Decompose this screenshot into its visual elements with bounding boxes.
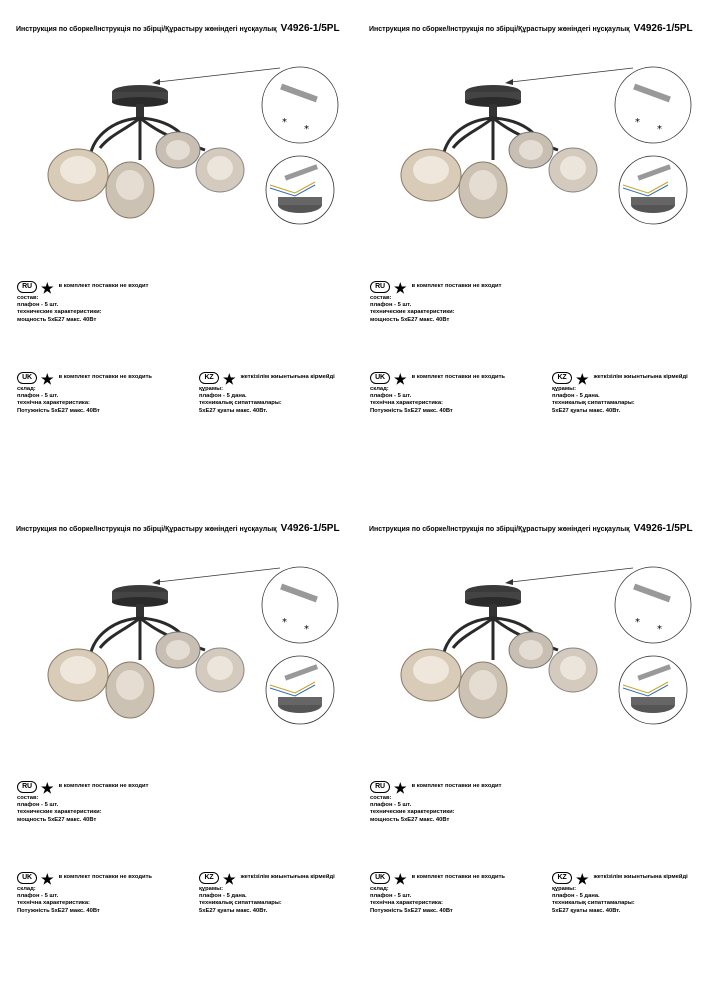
language-badge: UK <box>17 872 37 884</box>
language-badge: KZ <box>199 372 219 384</box>
star-icon: ★ <box>41 871 54 887</box>
not-included-note: жеткізілім жиынтығына кірмейді <box>593 374 688 381</box>
not-included-note: в комплект поставки не входить <box>58 374 152 381</box>
star-icon: ★ <box>394 280 407 296</box>
section-kz: KZ ★ жеткізілім жиынтығына кірмейді құрамы: плафон - 5 дана. техникалық сипаттамалары: 5хЕ27 қуаты макс. 40Вт. <box>199 371 335 414</box>
svg-text:*: * <box>304 624 309 635</box>
language-badge: UK <box>17 372 37 384</box>
language-badge: UK <box>370 372 390 384</box>
section-uk: UK ★ в комплект поставки не входить склад: плафон - 5 шт. технічна характеристика: Потужність 5хЕ27 макс. 40Вт <box>17 371 152 414</box>
chandelier-illustration <box>383 560 703 725</box>
section-uk: UK ★ в комплект поставки не входить склад: плафон - 5 шт. технічна характеристика: Потужність 5хЕ27 макс. 40Вт <box>370 371 505 414</box>
section-ru: RU ★ в комплект поставки не входит состав: плафон - 5 шт. технические характеристики: мощность 5хЕ27 макс. 40Вт <box>370 780 502 823</box>
instruction-card <box>353 0 706 500</box>
not-included-note: в комплект поставки не входит <box>411 783 502 790</box>
star-icon: ★ <box>394 371 407 387</box>
section-uk: UK ★ в комплект поставки не входить склад: плафон - 5 шт. технічна характеристика: Потужність 5хЕ27 макс. 40Вт <box>370 871 505 914</box>
language-badge: RU <box>370 281 390 293</box>
not-included-note: в комплект поставки не входить <box>411 874 505 881</box>
not-included-note: в комплект поставки не входить <box>411 374 505 381</box>
star-icon: ★ <box>394 871 407 887</box>
instruction-card <box>0 500 353 1000</box>
not-included-note: в комплект поставки не входит <box>58 783 149 790</box>
star-icon: ★ <box>223 371 236 387</box>
not-included-note: в комплект поставки не входит <box>411 283 502 290</box>
star-icon: ★ <box>394 780 407 796</box>
language-badge: UK <box>370 872 390 884</box>
document-title: Инструкция по сборке/Інструкція по збірці/Құрастыру жөніндегі нұсқаулық V4926-1/5PL <box>369 23 693 34</box>
section-ru: RU ★ в комплект поставки не входит состав: плафон - 5 шт. технические характеристики: мощность 5хЕ27 макс. 40Вт <box>17 280 149 323</box>
svg-text:*: * <box>282 617 287 628</box>
instruction-card <box>353 500 706 1000</box>
section-kz: KZ ★ жеткізілім жиынтығына кірмейді құрамы: плафон - 5 дана. техникалық сипаттамалары: 5хЕ27 қуаты макс. 40Вт. <box>552 871 688 914</box>
document-title: Инструкция по сборке/Інструкція по збірці/Құрастыру жөніндегі нұсқаулық V4926-1/5PL <box>369 523 693 534</box>
language-badge: KZ <box>552 372 572 384</box>
document-title: Инструкция по сборке/Інструкція по збірці/Құрастыру жөніндегі нұсқаулық V4926-1/5PL <box>16 523 340 534</box>
svg-text:*: * <box>304 124 309 135</box>
chandelier-illustration <box>383 60 703 225</box>
document-title: Инструкция по сборке/Інструкція по збірці/Құрастыру жөніндегі нұсқаулық V4926-1/5PL <box>16 23 340 34</box>
svg-text:*: * <box>282 117 287 128</box>
language-badge: RU <box>17 781 37 793</box>
star-icon: ★ <box>41 371 54 387</box>
language-badge: KZ <box>199 872 219 884</box>
not-included-note: жеткізілім жиынтығына кірмейді <box>593 874 688 881</box>
section-kz: KZ ★ жеткізілім жиынтығына кірмейді құрамы: плафон - 5 дана. техникалық сипаттамалары: 5хЕ27 қуаты макс. 40Вт. <box>552 371 688 414</box>
not-included-note: жеткізілім жиынтығына кірмейді <box>240 874 335 881</box>
section-uk: UK ★ в комплект поставки не входить склад: плафон - 5 шт. технічна характеристика: Потужність 5хЕ27 макс. 40Вт <box>17 871 152 914</box>
instruction-card <box>0 0 353 500</box>
chandelier-illustration <box>30 60 350 225</box>
language-badge: RU <box>370 781 390 793</box>
chandelier-illustration <box>30 560 350 725</box>
not-included-note: в комплект поставки не входить <box>58 874 152 881</box>
star-icon: ★ <box>576 871 589 887</box>
not-included-note: в комплект поставки не входит <box>58 283 149 290</box>
star-icon: ★ <box>576 371 589 387</box>
star-icon: ★ <box>41 780 54 796</box>
star-icon: ★ <box>41 280 54 296</box>
star-icon: ★ <box>223 871 236 887</box>
svg-text:*: * <box>635 117 640 128</box>
language-badge: RU <box>17 281 37 293</box>
section-ru: RU ★ в комплект поставки не входит состав: плафон - 5 шт. технические характеристики: мощность 5хЕ27 макс. 40Вт <box>370 280 502 323</box>
svg-text:*: * <box>635 617 640 628</box>
not-included-note: жеткізілім жиынтығына кірмейді <box>240 374 335 381</box>
section-kz: KZ ★ жеткізілім жиынтығына кірмейді құрамы: плафон - 5 дана. техникалық сипаттамалары: 5хЕ27 қуаты макс. 40Вт. <box>199 871 335 914</box>
language-badge: KZ <box>552 872 572 884</box>
svg-text:*: * <box>657 624 662 635</box>
svg-text:*: * <box>657 124 662 135</box>
section-ru: RU ★ в комплект поставки не входит состав: плафон - 5 шт. технические характеристики: мощность 5хЕ27 макс. 40Вт <box>17 780 149 823</box>
